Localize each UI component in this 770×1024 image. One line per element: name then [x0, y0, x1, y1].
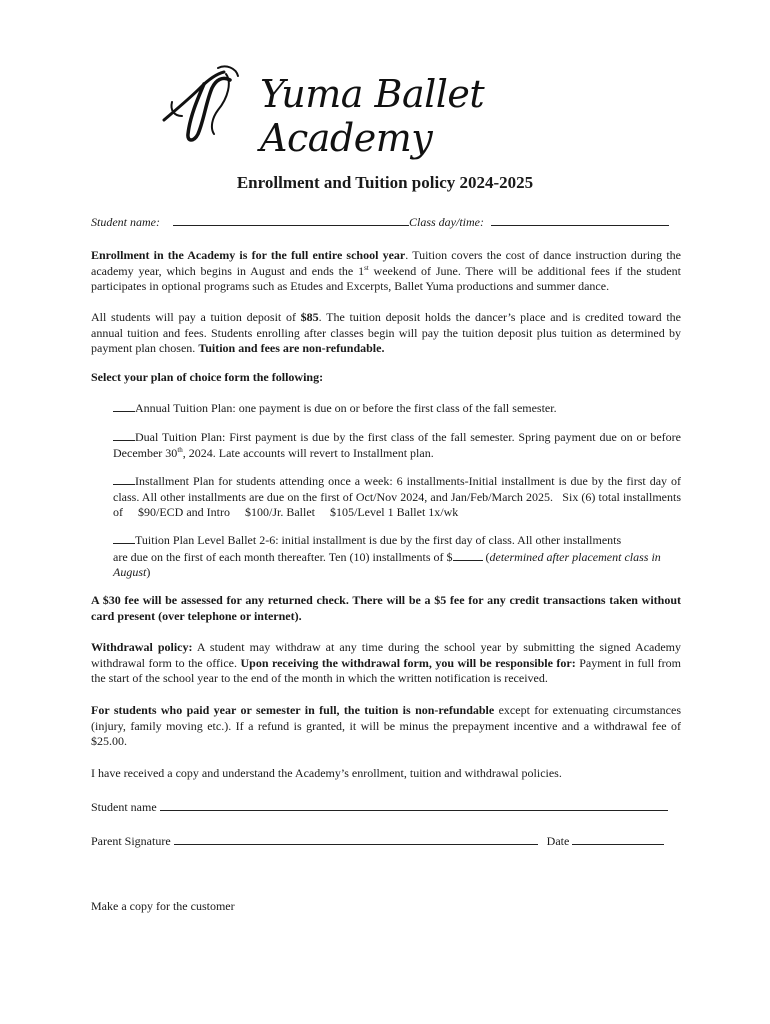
- enrollment-lead: Enrollment in the Academy is for the full entire school year: [91, 248, 406, 262]
- plan-installment-checkbox[interactable]: [113, 473, 135, 485]
- plan-level-note: determined after placement class in August: [113, 549, 661, 579]
- student-name-field[interactable]: [173, 214, 409, 226]
- plan-dual-checkbox[interactable]: [113, 429, 135, 441]
- parent-signature-label: Parent Signature: [91, 834, 171, 848]
- plan-level-line2: are due on the first of each month thereafter. Ten (10) installments of $: [113, 549, 453, 564]
- plan-installment-text: Installment Plan for students attending once a week: 6 installments-Initial installment is due by the first day of class. All other installments are due on the first of Oct/Nov 2024, and Jan/Feb/March 2025. Six (6) total installments of $90/ECD and Intro $100/Jr. Ballet $105/Level 1 Ballet 1x/wk: [113, 474, 684, 519]
- withdrawal-responsibility: Upon receiving the withdrawal form, you will be responsible for:: [240, 655, 576, 670]
- plan-annual: [113, 400, 681, 417]
- paid-in-full-paragraph: [91, 703, 681, 750]
- ballet-shoe-logo-icon: [160, 58, 260, 148]
- class-day-time-field[interactable]: [491, 214, 669, 226]
- deposit-text-a: All students will pay a tuition deposit of: [91, 310, 301, 324]
- withdrawal-text-b: Payment in full from the start of the school year to the end of the month in which the written notification is received.: [91, 655, 681, 685]
- student-name-signature-row: [91, 799, 668, 815]
- deposit-paragraph: [91, 310, 681, 357]
- enrollment-text-a: . Tuition covers the cost of dance instruction during the academy year, which begins in August and ends the 1: [91, 248, 681, 278]
- level-installment-amount-field[interactable]: [453, 549, 483, 561]
- paid-in-full-text: except for extenuating circumstances (injury, family moving etc.). If a refund is granted, it will be minus the prepayment incentive and a withdrawal fee of $25.00.: [91, 703, 681, 748]
- acknowledgement-text: I have received a copy and understand the Academy’s enrollment, tuition and withdrawal policies.: [91, 766, 562, 780]
- plan-dual-sup: th: [177, 445, 183, 454]
- enrollment-paragraph: [91, 248, 681, 295]
- signature-student-name-label: Student name: [91, 800, 157, 814]
- enrollment-sup: st: [364, 263, 369, 272]
- plans-heading: Select your plan of choice form the following:: [91, 370, 324, 384]
- academy-name: Yuma Ballet Academy: [260, 72, 485, 160]
- signature-student-name-field[interactable]: [160, 799, 668, 811]
- date-field[interactable]: [572, 833, 664, 845]
- plan-annual-text: Annual Tuition Plan: one payment is due on or before the first class of the fall semester.: [135, 401, 557, 415]
- plan-annual-checkbox[interactable]: [113, 400, 135, 412]
- form-title: Enrollment and Tuition policy 2024-2025: [236, 173, 534, 192]
- plan-dual: [113, 429, 681, 461]
- plan-level-checkbox[interactable]: [113, 532, 135, 544]
- deposit-amount: $85: [300, 310, 319, 324]
- academy-logo: [160, 58, 620, 158]
- plan-dual-text-a: Dual Tuition Plan: First payment is due by the first class of the fall semester. Spring payment due on or before December 30: [113, 430, 681, 460]
- withdrawal-label: Withdrawal policy:: [91, 640, 193, 654]
- returned-check-note: A $30 fee will be assessed for any returned check. There will be a $5 fee for any credit transactions taken without card present (over telephone or internet).: [91, 593, 681, 623]
- plan-level-line1: Tuition Plan Level Ballet 2-6: initial installment is due by the first day of class. All other installments: [135, 533, 622, 547]
- parent-signature-field[interactable]: [174, 833, 538, 845]
- student-name-label: Student name:: [91, 215, 160, 229]
- plan-installment: [113, 473, 684, 521]
- class-day-time-label: Class day/time:: [408, 215, 484, 229]
- plan-level: Tuition Plan Level Ballet 2-6: initial installment is due by the first day of class. All other installments are due on the first of each month thereafter. Ten (10) installments of $ (determined after placement class in August): [113, 533, 661, 579]
- non-refundable-note: Tuition and fees are non-refundable.: [198, 341, 385, 355]
- deposit-text-b: . The tuition deposit holds the dancer’s place and is credited toward the annual tuition and fees. Students enrolling after classes begin will pay the tuition deposit plus tuition as determined by payment plan chosen.: [91, 310, 681, 355]
- date-label: Date: [546, 834, 570, 848]
- withdrawal-paragraph: [91, 640, 681, 687]
- student-class-row: [91, 214, 669, 230]
- footer-note: Make a copy for the customer: [91, 899, 235, 913]
- enrollment-text-b: weekend of June. There will be additional fees if the student participates in optional programs such as Etudes and Excerpts, Ballet Yuma productions and summer dance.: [91, 263, 681, 293]
- paid-in-full-lead: For students who paid year or semester in full, the tuition is non-refundable: [91, 703, 495, 717]
- plan-dual-text-b: , 2024. Late accounts will revert to Installment plan.: [182, 445, 434, 460]
- parent-signature-row: [91, 833, 664, 849]
- withdrawal-text-a: A student may withdraw at any time during the school year by submitting the signed Academy withdrawal form to the office.: [91, 640, 682, 670]
